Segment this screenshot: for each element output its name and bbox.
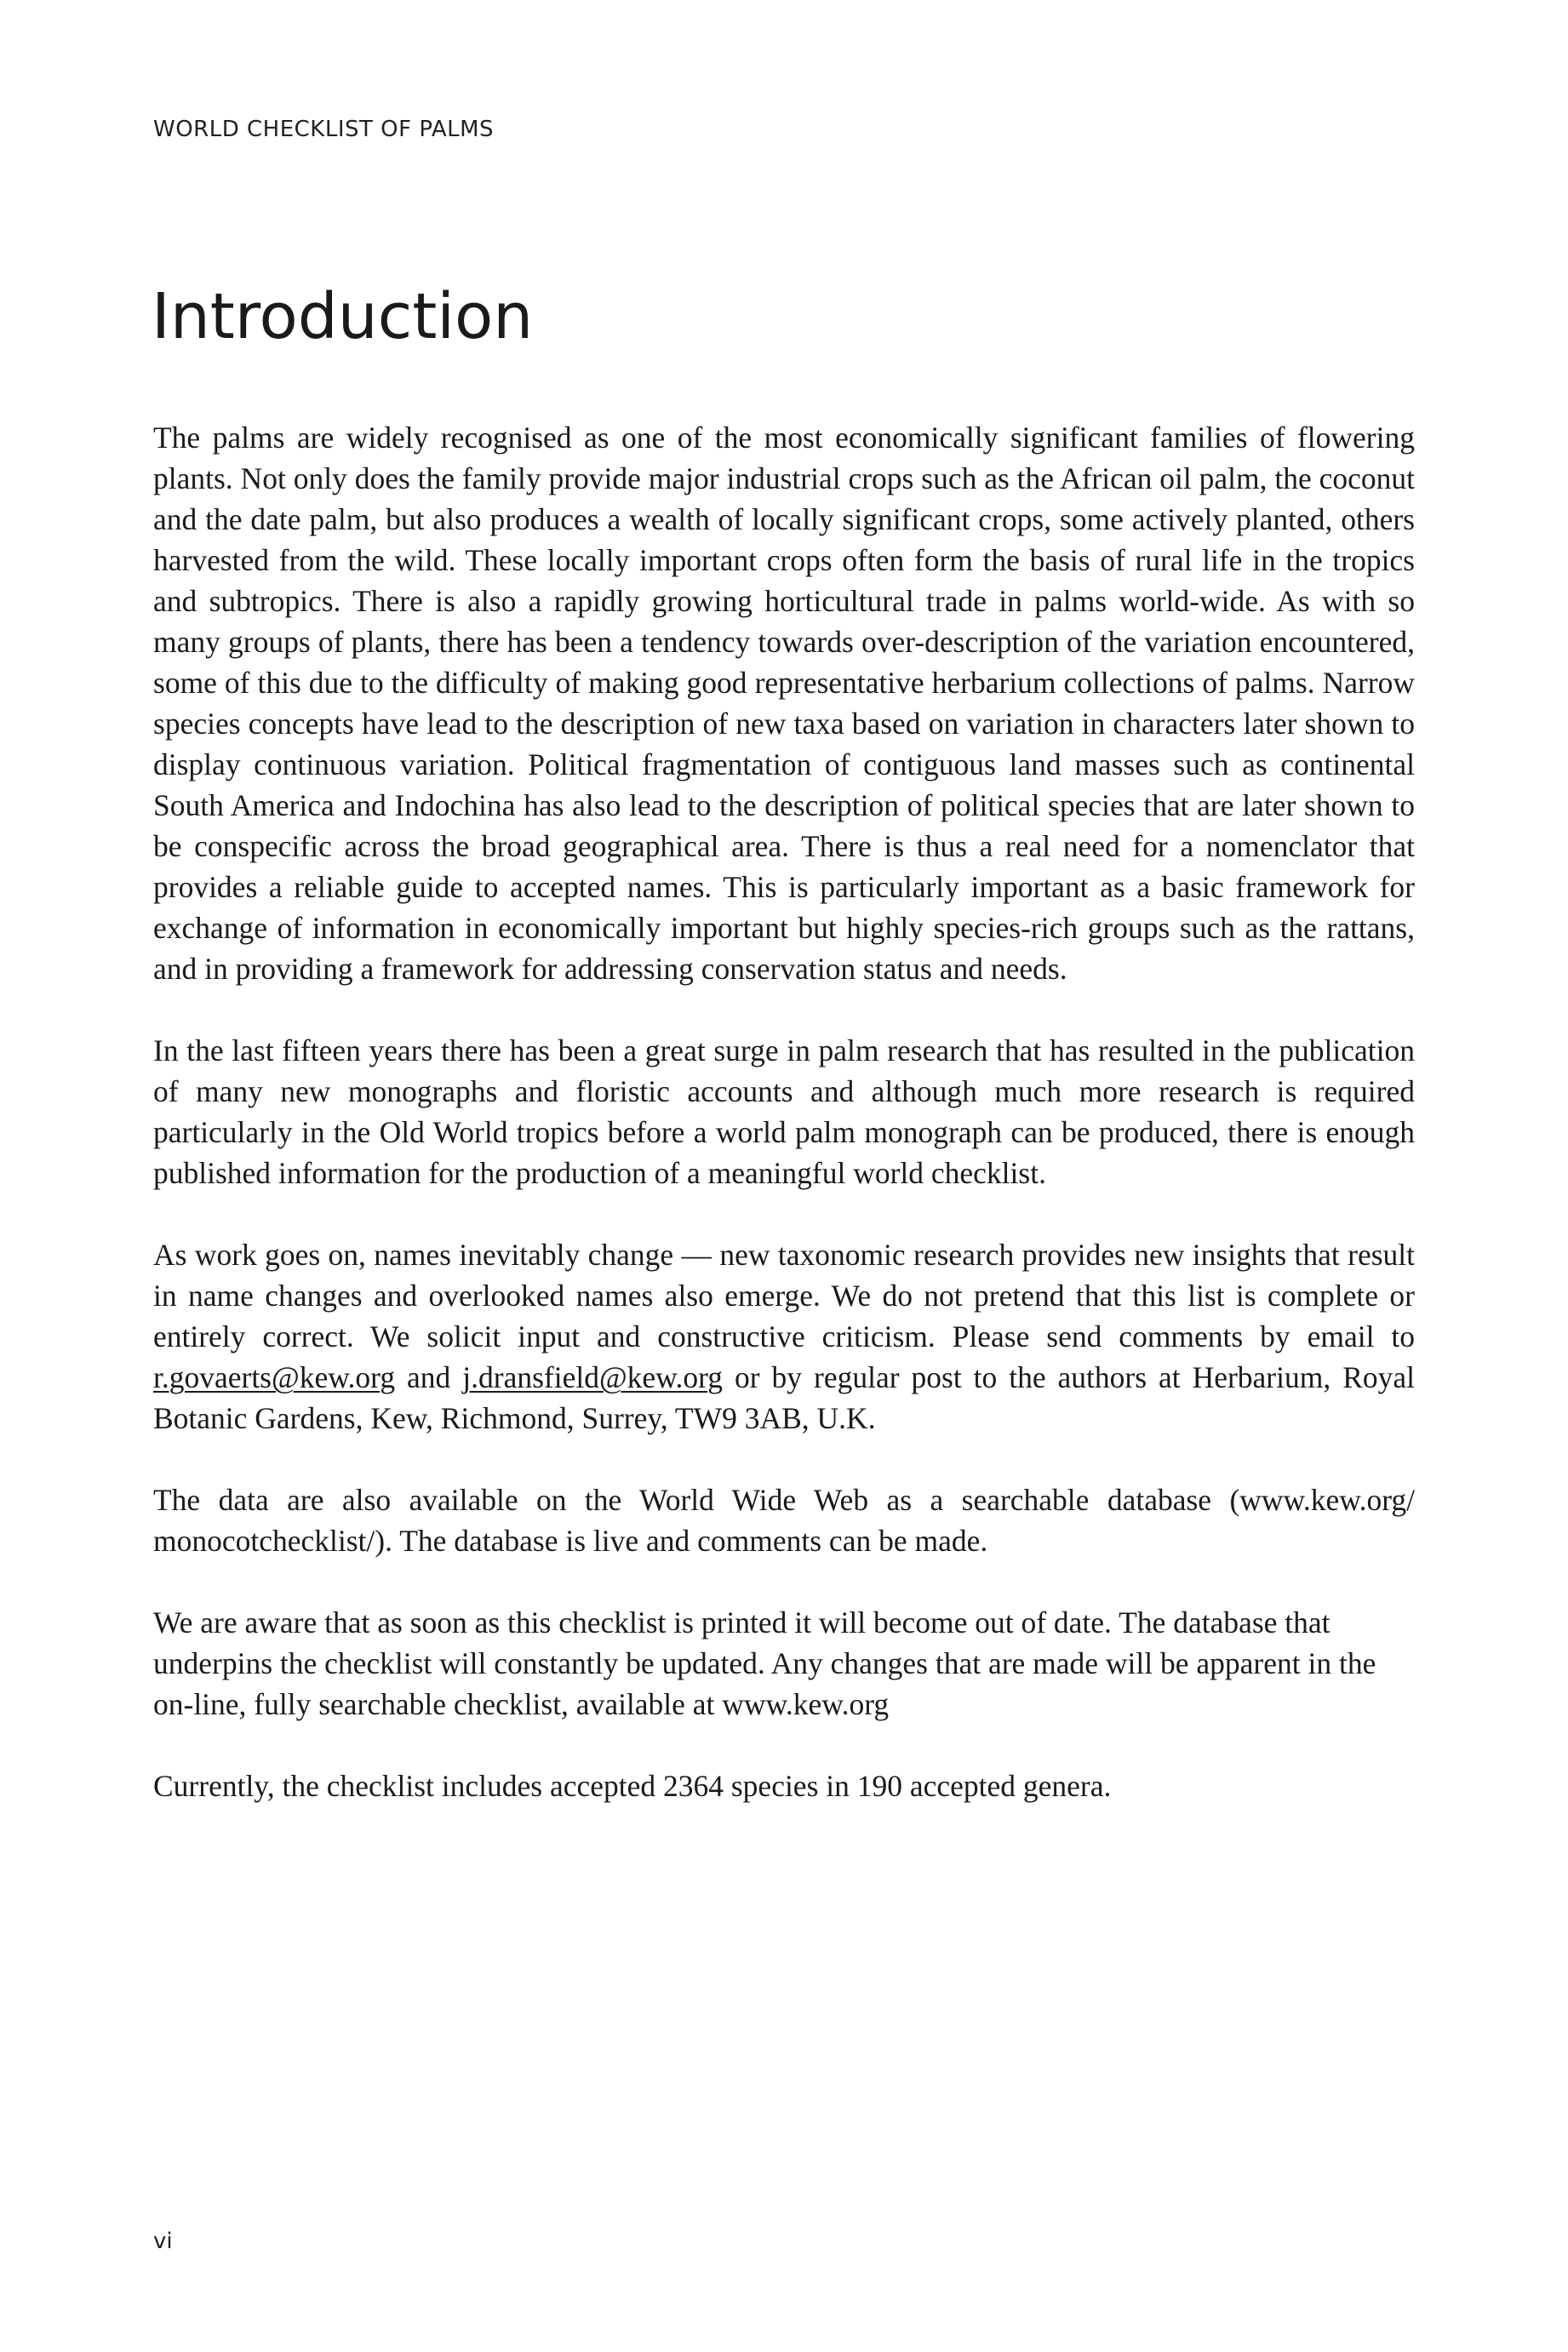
paragraph-1: The palms are widely recognised as one of the most economically significant families of flowering plants. Not only does the family provide major industrial crops such as the African oil palm, the coconut and the date palm, but also produces a wealth of locally significant crops, some actively planted, others harvested from the wild. These locally important crops often form the basis of rural life in the tropics and subtropics. There is also a rapidly growing horticultural trade in palms world-wide. As with so many groups of plants, there has been a tendency towards over-description of the variation encountered, some of this due to the difficulty of making good representative herbarium collections of palms. Narrow species concepts have lead to the description of new taxa based on variation in characters later shown to display continuous variation. Political fragmentation of contiguous land masses such as continental South America and Indochina has also lead to the description of political species that are later shown to be conspecific across the broad geographical area. There is thus a real need for a nomenclator that provides a reliable guide to accepted names. This is particularly important as a basic framework for exchange of information in economically important but highly species-rich groups such as the rattans, and in providing a framework for addressing conservation status and needs. bbox=[153, 421, 1415, 986]
page-title: Introduction bbox=[152, 280, 534, 353]
paragraph-5: We are aware that as soon as this checklist is printed it will become out of date. The database that underpins the checklist will constantly be updated. Any changes that are made will be apparent in the on-line, fully searchable checklist, available at www.kew.org bbox=[153, 1605, 1376, 1721]
body-text bbox=[153, 417, 1415, 1847]
email-link-dransfield[interactable]: j.dransfield@kew.org bbox=[462, 1360, 724, 1394]
paragraph-3-text-a: As work goes on, names inevitably change — new taxonomic research provides new insights that result in name changes and overlooked names also emerge. We do not pretend that this list is complete or entirely correct. We solicit input and constructive criticism. Please send comments by email to bbox=[153, 1238, 1415, 1353]
paragraph-4: The data are also available on the World Wide Web as a searchable database (www.kew.org/ monocotchecklist/). The database is live and comments can be made. bbox=[153, 1483, 1415, 1558]
paragraph-3-text-b: and bbox=[395, 1360, 463, 1394]
paragraph-2: In the last fifteen years there has been a great surge in palm research that has resulted in the publication of many new monographs and floristic accounts and although much more research is required particularly in the Old World tropics before a world palm monograph can be produced, there is enough published information for the production of a meaningful world checklist. bbox=[153, 1033, 1415, 1190]
paragraph-3-text-c: or by regular post to the authors at Herbarium, Royal Botanic Gardens, Kew, Richmond, Surrey, TW9 3AB, U.K. bbox=[153, 1360, 1415, 1435]
email-link-govaerts[interactable]: r.govaerts@kew.org bbox=[153, 1360, 396, 1394]
paragraph-6: Currently, the checklist includes accepted 2364 species in 190 accepted genera. bbox=[153, 1769, 1112, 1803]
paragraph-3 bbox=[153, 1234, 1415, 1439]
page-number: vi bbox=[153, 2229, 173, 2254]
running-head: WORLD CHECKLIST OF PALMS bbox=[153, 117, 495, 142]
